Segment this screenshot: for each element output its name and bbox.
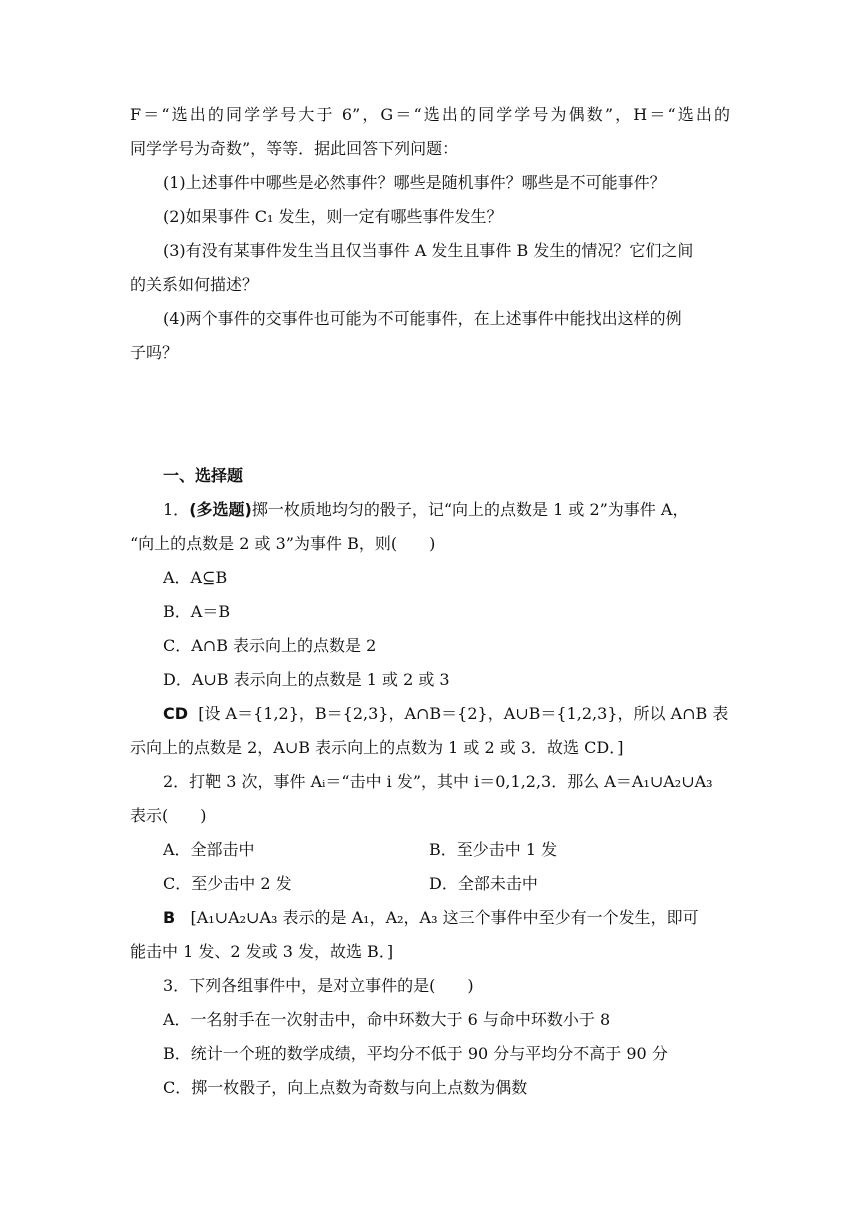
problem-2-option-d: D．全部未击中: [429, 874, 538, 893]
problem-3-option-b: B．统计一个班的数学成绩，平均分不低于 90 分与平均分不高于 90 分: [163, 1044, 668, 1063]
problem-2-answer-line-1: [163, 907, 730, 929]
problem-1-tag: (多选题): [189, 500, 252, 519]
problem-2-option-c: C．至少击中 2 发: [163, 874, 292, 893]
problem-1-answer-text: [设 A＝{1,2}，B＝{2,3}，A∩B＝{2}，A∪B＝{1,2,3}，所以 A∩B 表: [198, 704, 729, 723]
question-4-line-2: 子吗？: [130, 343, 179, 362]
problem-1-stem-text: 掷一枚质地均匀的骰子，记“向上的点数是 1 或 2”为事件 A，: [251, 500, 689, 519]
problem-1-option-a: A．A⊆B: [163, 568, 228, 587]
problem-1-option-c: C．A∩B 表示向上的点数是 2: [163, 636, 377, 655]
problem-3-option-c: C．掷一枚骰子，向上点数为奇数与向上点数为偶数: [163, 1078, 528, 1097]
intro-line-1: F＝“选出的同学学号大于 6”，G＝“选出的同学学号为偶数”，H＝“选出的: [130, 105, 730, 124]
problem-2-stem-line-2: 表示( ): [130, 806, 207, 825]
problem-2-answer-key: B: [163, 908, 176, 927]
question-3-line-1: (3)有没有某事件发生当且仅当事件 A 发生且事件 B 发生的情况？它们之间: [163, 241, 694, 260]
problem-1-stem-line-1: [163, 499, 730, 521]
problem-3-stem: 3．下列各组事件中，是对立事件的是( ): [163, 976, 474, 995]
problem-3-option-a: A．一名射手在一次射击中，命中环数大于 6 与命中环数小于 8: [163, 1010, 611, 1029]
problem-1-number: 1．: [163, 500, 190, 519]
problem-2-option-b: B．至少击中 1 发: [429, 840, 558, 859]
problem-2-answer-line-2: 能击中 1 发、2 发或 3 发，故选 B．]: [130, 942, 394, 961]
problem-1-option-b: B．A＝B: [163, 602, 231, 621]
intro-line-2: 同学学号为奇数”，等等．据此回答下列问题：: [130, 139, 459, 158]
question-1: (1)上述事件中哪些是必然事件？哪些是随机事件？哪些是不可能事件？: [163, 173, 666, 192]
problem-1-answer-line-1: [163, 703, 730, 725]
problem-1-option-d: D．A∪B 表示向上的点数是 1 或 2 或 3: [163, 670, 450, 689]
section-heading: 一、选择题: [163, 466, 244, 485]
question-3-line-2: 的关系如何描述？: [130, 275, 259, 294]
problem-1-answer-key: CD: [163, 704, 189, 723]
problem-1-stem-line-2: “向上的点数是 2 或 3”为事件 B，则( ): [130, 534, 436, 553]
problem-2-option-a: A．全部击中: [163, 840, 255, 859]
problem-2-stem-line-1: 2．打靶 3 次，事件 Aᵢ＝“击中 i 发”，其中 i＝0,1,2,3．那么 A＝A₁∪A₂∪A₃: [163, 772, 713, 791]
question-2: (2)如果事件 C₁ 发生，则一定有哪些事件发生？: [163, 207, 503, 226]
problem-2-answer-text: [A₁∪A₂∪A₃ 表示的是 A₁，A₂，A₃ 这三个事件中至少有一个发生，即可: [190, 908, 699, 927]
question-4-line-1: (4)两个事件的交事件也可能为不可能事件，在上述事件中能找出这样的例: [163, 309, 682, 328]
problem-1-answer-line-2: 示向上的点数是 2，A∪B 表示向上的点数为 1 或 2 或 3．故选 CD．]: [130, 738, 624, 757]
